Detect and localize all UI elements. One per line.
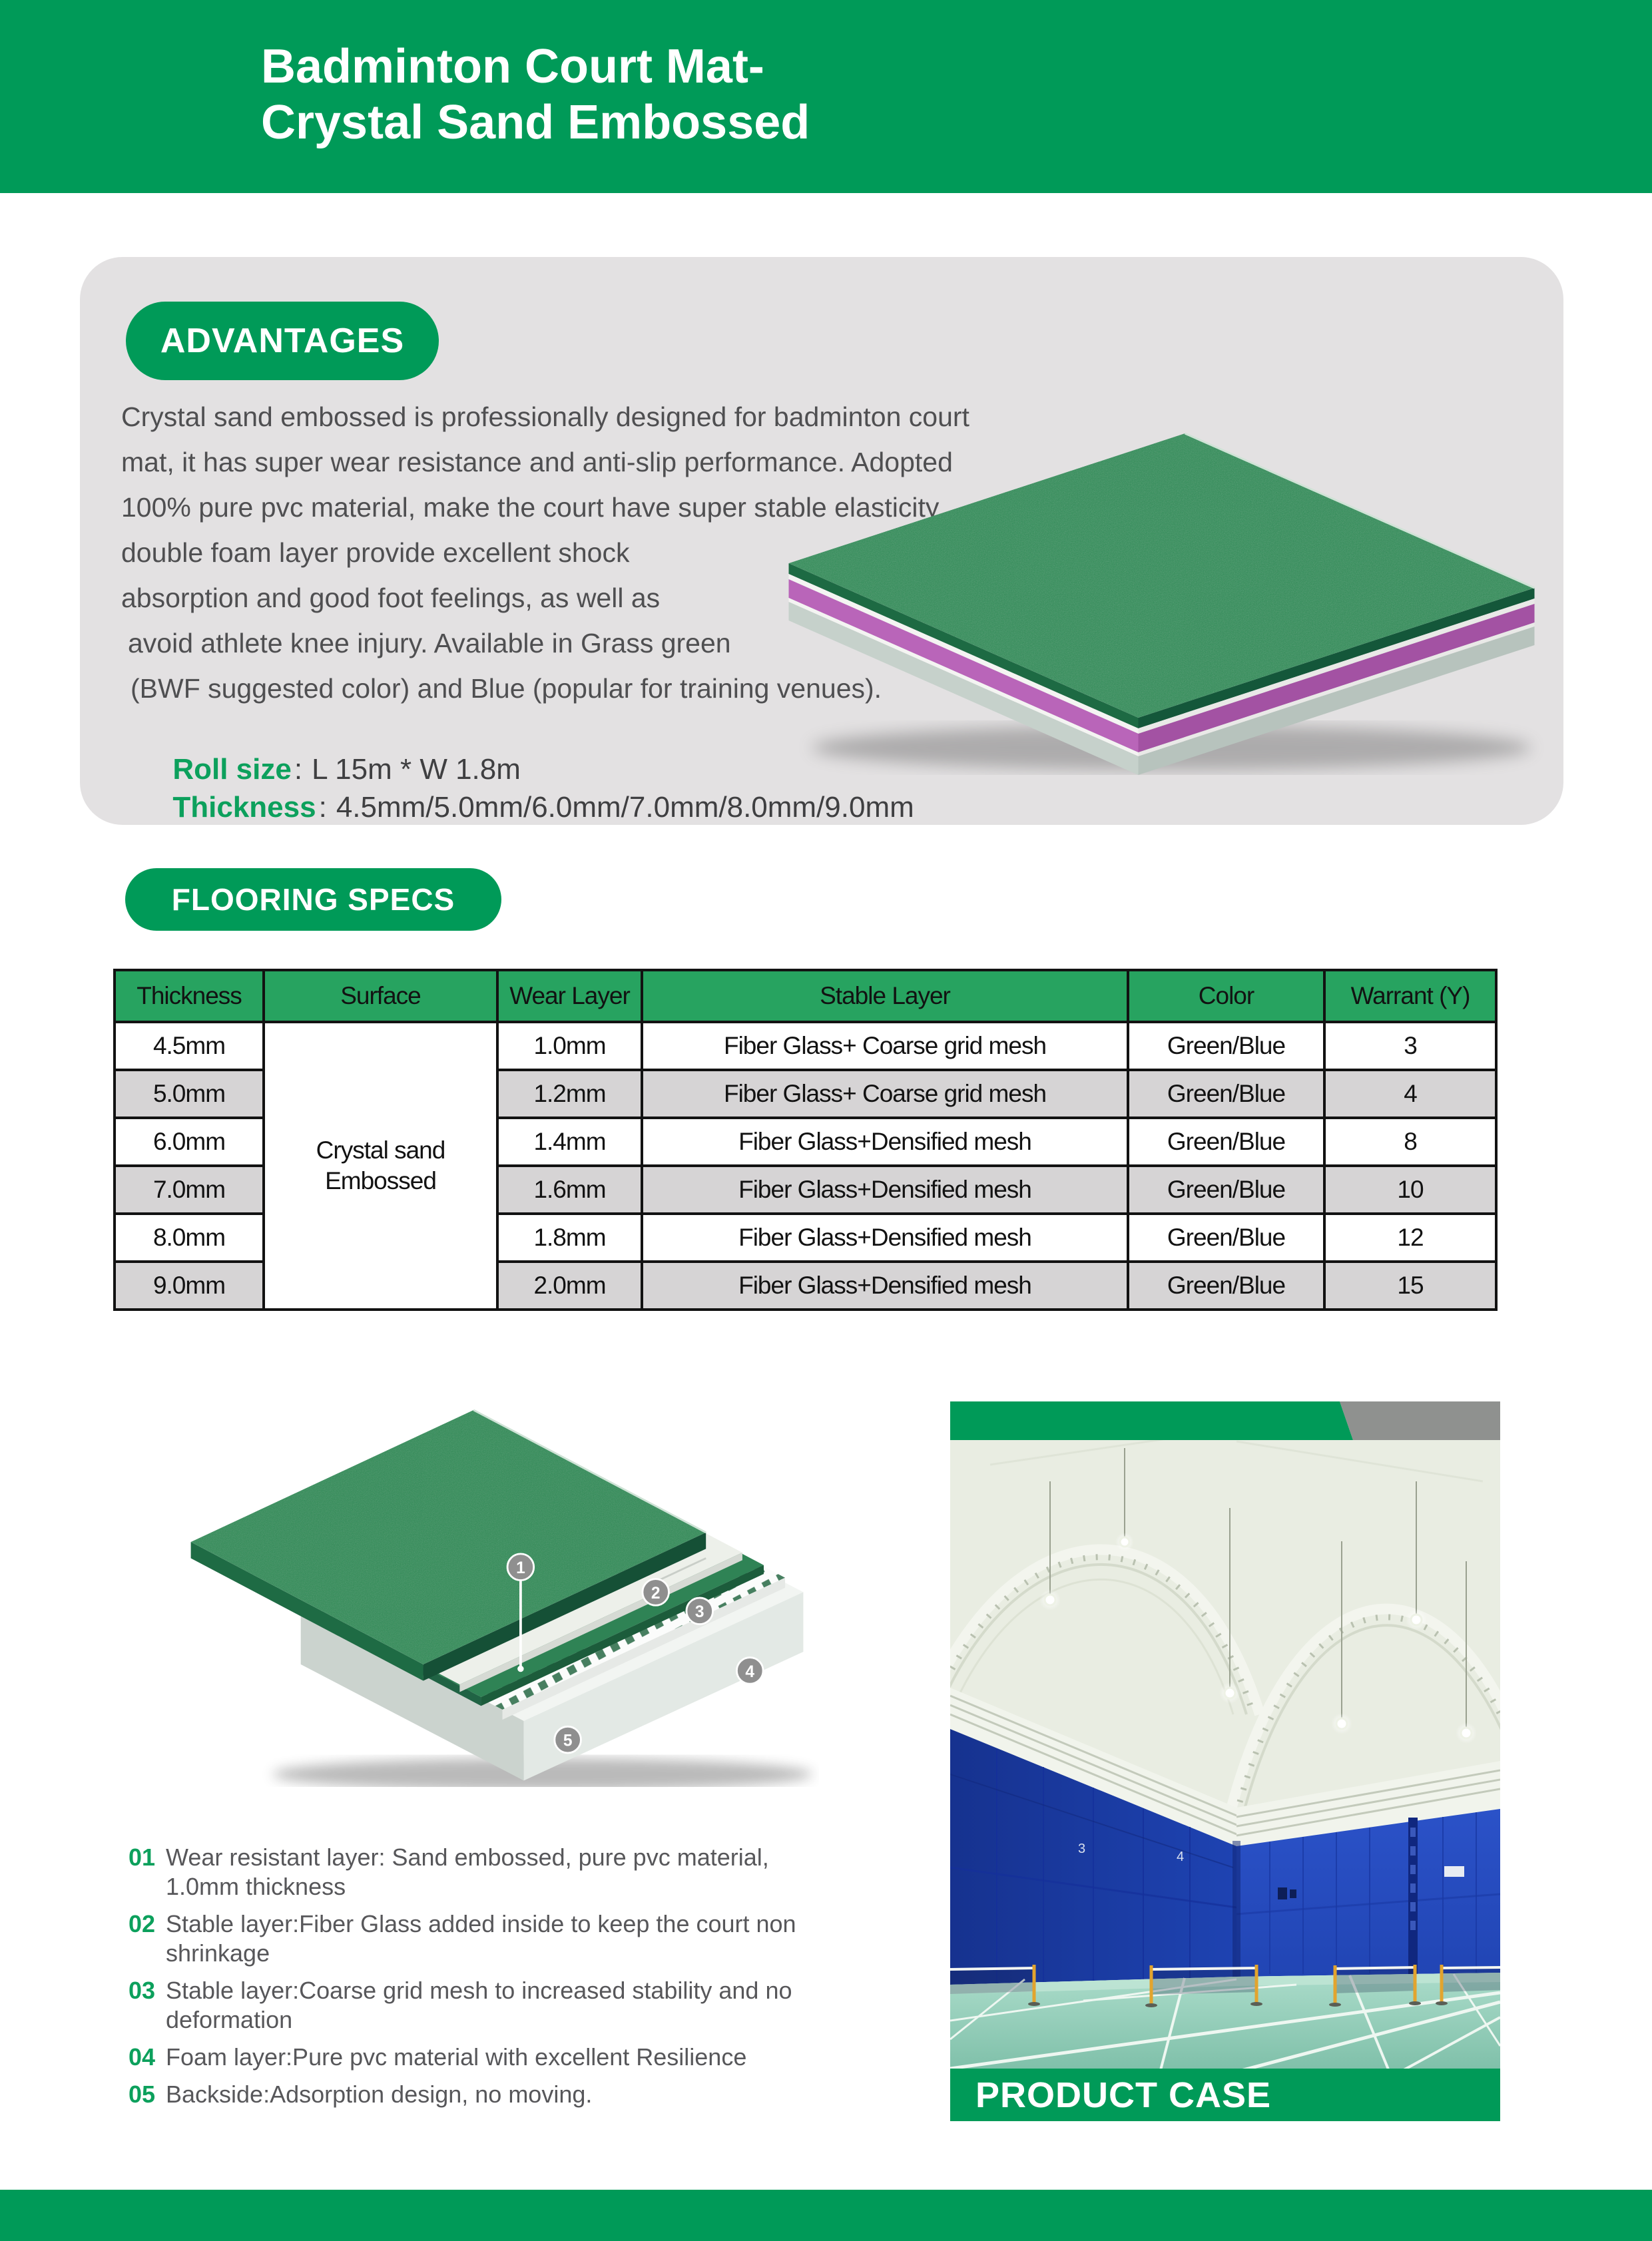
advantages-badge [126, 302, 439, 380]
col-header-warrant: Warrant (Y) [1324, 970, 1496, 1022]
callout-1-badge [507, 1554, 534, 1581]
page-title-line1: Badminton Court Mat- [261, 40, 764, 93]
paragraph-line: 100% pure pvc material, make the court have super stable elasticity, [121, 492, 945, 523]
paragraph-line: absorption and good foot feelings, as well as [121, 583, 661, 613]
header-banner [0, 0, 1652, 193]
flooring-specs-badge [125, 868, 501, 931]
paragraph-line: mat, it has super wear resistance and anti-slip performance. Adopted [121, 447, 953, 477]
col-header-stable-layer: Stable Layer [642, 970, 1128, 1022]
flooring-specs-table [113, 969, 1498, 1311]
layers-diagram-image [153, 1385, 819, 1787]
product-case-label: PRODUCT CASE [975, 2075, 1272, 2115]
paragraph-line: (BWF suggested color) and Blue (popular for training venues). [131, 673, 882, 704]
svg-text:4: 4 [745, 1662, 755, 1681]
roll-size-line: Roll size: L 15m * W 1.8m [172, 753, 521, 786]
list-item: 02 Stable layer:Fiber Glass added inside to keep the court non shrinkage [129, 1910, 796, 1967]
list-item: 03 Stable layer:Coarse grid mesh to increased stability and no deformation [129, 1977, 792, 2033]
callout-2-badge [643, 1579, 669, 1606]
table-row: 9.0mm 2.0mm Fiber Glass+Densified mesh Green/Blue 15 [115, 1262, 1496, 1310]
svg-text:2: 2 [651, 1584, 661, 1603]
table-row: 4.5mm Crystal sand Embossed 1.0mm Fiber Glass+ Coarse grid mesh Green/Blue 3 [115, 1022, 1496, 1070]
photo-gray-ribbon [1340, 1401, 1500, 1440]
wall-number-4: 4 [1177, 1850, 1185, 1864]
footer-bar [0, 2190, 1652, 2241]
table-row: 6.0mm 1.4mm Fiber Glass+Densified mesh Green/Blue 8 [115, 1118, 1496, 1166]
col-header-wear-layer: Wear Layer [497, 970, 642, 1022]
table-row: 8.0mm 1.8mm Fiber Glass+Densified mesh Green/Blue 12 [115, 1214, 1496, 1262]
callout-5-badge [555, 1726, 581, 1753]
callout-4-badge [736, 1658, 763, 1684]
thickness-value: 4.5mm/5.0mm/6.0mm/7.0mm/8.0mm/9.0mm [336, 791, 914, 824]
advantages-section [80, 257, 1563, 825]
surface-cell: Crystal sand Embossed [264, 1022, 497, 1310]
callout-3-badge [687, 1598, 713, 1624]
table-row: 7.0mm 1.6mm Fiber Glass+Densified mesh Green/Blue 10 [115, 1166, 1496, 1214]
col-header-color: Color [1128, 970, 1324, 1022]
roll-size-label: Roll size [172, 753, 292, 786]
page-title-line2: Crystal Sand Embossed [261, 96, 810, 149]
svg-text:5: 5 [563, 1732, 573, 1750]
thickness-line: Thickness: 4.5mm/5.0mm/6.0mm/7.0mm/8.0mm/9.0mm [172, 791, 914, 824]
svg-text:3: 3 [694, 1603, 704, 1622]
table-header-row [115, 970, 1496, 1022]
list-item: 04 Foam layer:Pure pvc material with excellent Resilience [129, 2043, 747, 2071]
product-case-photo [950, 1401, 1500, 2121]
advantages-badge-label: ADVANTAGES [160, 322, 405, 360]
product-case-banner [950, 2069, 1500, 2121]
list-item: 01 Wear resistant layer: Sand embossed, pure pvc material, 1.0mm thickness [129, 1844, 769, 1900]
table-row: 5.0mm 1.2mm Fiber Glass+ Coarse grid mesh Green/Blue 4 [115, 1070, 1496, 1118]
list-item: 05 Backside:Adsorption design, no moving. [129, 2081, 593, 2108]
page-title [261, 39, 810, 150]
col-header-thickness: Thickness [115, 970, 264, 1022]
flooring-specs-badge-label: FLOORING SPECS [171, 882, 455, 917]
svg-text:1: 1 [516, 1559, 525, 1578]
col-header-surface: Surface [264, 970, 497, 1022]
wall-number-3: 3 [1078, 1842, 1086, 1856]
paragraph-line: avoid athlete knee injury. Available in Grass green [128, 628, 731, 658]
thickness-label: Thickness [172, 791, 316, 824]
photo-green-ribbon [950, 1401, 1353, 1440]
paragraph-line: double foam layer provide excellent shock [121, 537, 630, 568]
layer-notes-list [129, 1843, 948, 2117]
roll-size-value: L 15m * W 1.8m [312, 753, 521, 786]
paragraph-line: Crystal sand embossed is professionally designed for badminton court [121, 401, 969, 432]
mat-layers-image [758, 407, 1569, 780]
